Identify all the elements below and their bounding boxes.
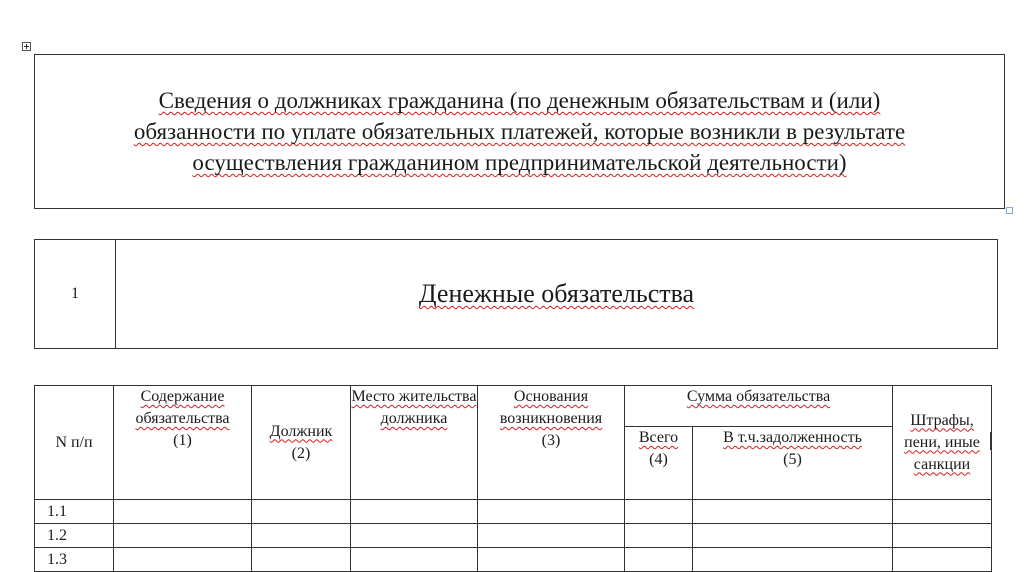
table-move-handle-icon[interactable] xyxy=(22,42,31,51)
section-title xyxy=(116,240,997,348)
table-cell[interactable] xyxy=(252,500,351,524)
table-cell[interactable] xyxy=(693,548,893,572)
title-line-2: обязанности по уплате обязательных платежей, которые возникли в результате xyxy=(133,119,906,144)
section-header xyxy=(34,239,998,349)
row-number: 1.3 xyxy=(35,548,114,572)
section-number: 1 xyxy=(35,240,116,348)
table-cell[interactable] xyxy=(252,524,351,548)
table-cell[interactable] xyxy=(478,524,625,548)
table-row xyxy=(35,500,992,524)
table-cell[interactable] xyxy=(114,548,252,572)
title-line-3: осуществления гражданином предпринимательской деятельности) xyxy=(192,150,847,175)
table-row xyxy=(35,548,992,572)
header-total: Всего (4) xyxy=(625,427,693,500)
title-line-1: Сведения о должниках гражданина (по денежным обязательствам и (или) xyxy=(158,88,881,113)
table-row xyxy=(35,524,992,548)
table-cell[interactable] xyxy=(114,500,252,524)
table-cell[interactable] xyxy=(478,548,625,572)
header-grounds: Основания возникновения (3) xyxy=(478,386,625,500)
header-penalties: Штрафы, пени, иные санкции xyxy=(893,386,992,500)
table-cell[interactable] xyxy=(478,500,625,524)
page-title xyxy=(114,85,925,178)
table-cell[interactable] xyxy=(693,500,893,524)
table-cell[interactable] xyxy=(893,524,992,548)
debts-table xyxy=(34,385,992,572)
table-cell[interactable] xyxy=(625,548,693,572)
header-amount: Сумма обязательства xyxy=(625,386,893,427)
table-cell[interactable] xyxy=(114,524,252,548)
table-cell[interactable] xyxy=(693,524,893,548)
table-cell[interactable] xyxy=(893,548,992,572)
table-cell[interactable] xyxy=(351,500,478,524)
header-content: Содержание обязательства (1) xyxy=(114,386,252,500)
table-cell[interactable] xyxy=(351,548,478,572)
section-title-text: Денежные обязательства xyxy=(418,279,695,308)
title-box xyxy=(34,54,1005,209)
table-cell[interactable] xyxy=(252,548,351,572)
table-cell[interactable] xyxy=(625,524,693,548)
table-cell[interactable] xyxy=(625,500,693,524)
header-num: N п/п xyxy=(35,386,114,500)
header-debtor: Должник (2) xyxy=(252,386,351,500)
row-number: 1.2 xyxy=(35,524,114,548)
resize-handle[interactable] xyxy=(1006,207,1013,214)
row-number: 1.1 xyxy=(35,500,114,524)
header-incl-debt: В т.ч.задолженность (5) xyxy=(693,427,893,500)
header-residence: Место жительства должника xyxy=(351,386,478,500)
table-cell[interactable] xyxy=(893,500,992,524)
table-cell[interactable] xyxy=(351,524,478,548)
